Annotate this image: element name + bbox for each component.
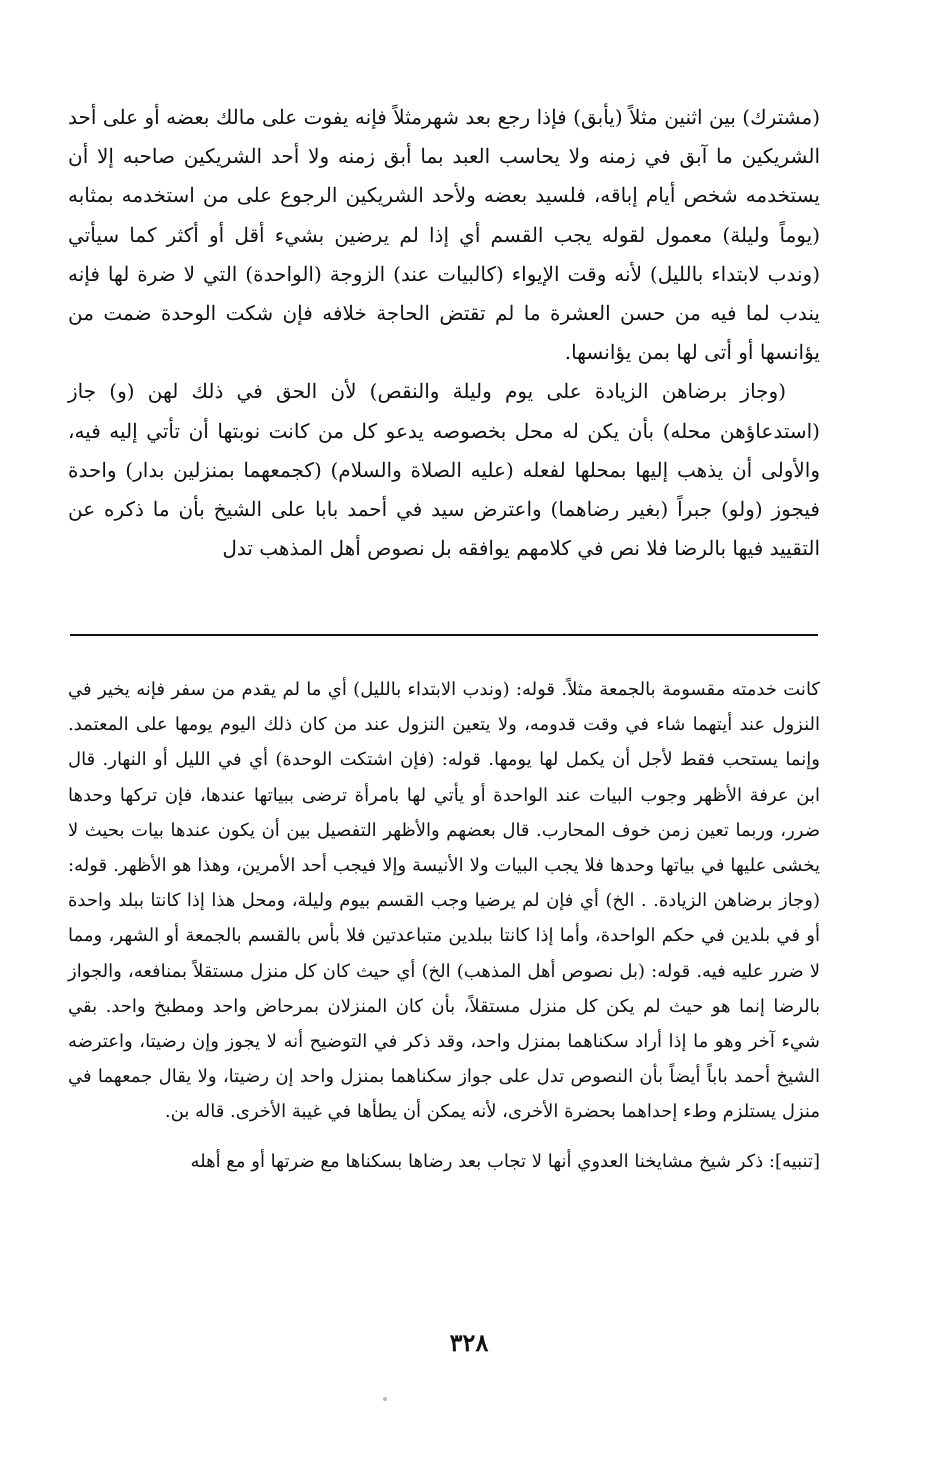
main-text: [68, 98, 820, 568]
footnote-paragraph-2: [تنبيه]: ذكر شيخ مشايخنا العدوي أنها لا تجاب بعد رضاها بسكناها مع ضرتها أو مع أهله: [190, 1150, 820, 1172]
main-paragraph-1: (مشترك) بين اثنين مثلاً (يأبق) فإذا رجع بعد شهرمثلاً فإنه يفوت على مالك بعضه أو على أحد الشريكين ما آبق في زمنه ولا يحاسب العبد بما أبق زمنه ولا أحد الشريكين صاحبه إلا أن يستخدمه شخص أيام إباقه، فلسيد بعضه ولأحد الشريكين الرجوع على من استخدمه بمثابه (يوماً وليلة) معمول لقوله يجب القسم أي إذا لم يرضين بشيء أقل أو أكثر كما سيأتي (وندب لابتداء بالليل) لأنه وقت الإيواء (كالبيات عند) الزوجة (الواحدة) التي لا ضرة لها فإنه يندب لما فيه من حسن العشرة ما لم تقتض الحاجة خلافه فإن شكت الوحدة ضمت من يؤانسها أو أتى لها بمن يؤانسها.: [68, 105, 820, 365]
page-number: ٣٢٨: [449, 1328, 489, 1357]
footnote-separator: [70, 634, 818, 636]
footnote-paragraph-1: كانت خدمته مقسومة بالجمعة مثلاً. قوله: (وندب الابتداء بالليل) أي ما لم يقدم من سفر فإنه يخير في النزول عند أيتهما شاء في وقت قدومه، ولا يتعين النزول عند من كان ذلك اليوم يومها على المعتمد. وإنما يستحب فقط لأجل أن يكمل لها يومها. قوله: (فإن اشتكت الوحدة) أي في الليل أو النهار. قال ابن عرفة الأظهر وجوب البيات عند الواحدة أو يأتي لها بامرأة ترضى ببياتها عندها، فإن تركها وحدها ضرر، وربما تعين زمن خوف المحارب. قال بعضهم والأظهر التفصيل بين أن يكون عندها بيات بحيث لا يخشى عليها في بياتها وحدها فلا يجب البيات ولا الأنيسة وإلا فيجب أحد الأمرين، وهذا هو الأظهر. قوله: (وجاز برضاهن الزيادة. . الخ) أي فإن لم يرضيا وجب القسم بيوم وليلة، ومحل هذا إذا كانتا ببلد واحدة أو في بلدين في حكم الواحدة، وأما إذا كانتا ببلدين متباعدتين فلا بأس بالقسم بالجمعة أو الشهر، ومما لا ضرر عليه فيه. قوله: (بل نصوص أهل المذهب) الخ) أي حيث كان كل منزل مستقلاً بمنافعه، والجواز بالرضا إنما هو حيث لم يكن كل منزل مستقلاً، بأن كان المنزلان بمرحاض واحد ومطبخ واحد. بقي شيء آخر وهو ما إذا أراد سكناهما بمنزل واحد، وقد ذكر في التوضيح أنه لا يجوز وإن رضيتا، واعترضه الشيخ أحمد باباً أيضاً بأن النصوص تدل على جواز سكناهما بمنزل واحد إن رضيتا، ولا يقال جمعهما في منزل يستلزم وطء إحداهما بحضرة الأخرى، لأنه يمكن أن يطأها في غيبة الأخرى. قاله بن.: [68, 679, 820, 1123]
main-paragraph-2: (وجاز برضاهن الزيادة على يوم وليلة والنقص) لأن الحق في ذلك لهن (و) جاز (استدعاؤهن محله) بأن يكن له محل بخصوصه يدعو كل من كانت نوبتها أن تأتي إليه فيه، والأولى أن يذهب إليها بمحلها لفعله (عليه الصلاة والسلام) (كجمعهما بمنزلين بدار) واحدة فيجوز (ولو) جبراً (بغير رضاهما) واعترض سيد في أحمد بابا على الشيخ بأن ما ذكره عن التقييد فيها بالرضا فلا نص في كلامهم يوافقه بل نصوص أهل المذهب تدل: [68, 379, 820, 561]
scan-speck: [383, 1397, 387, 1401]
footnotes: [68, 672, 820, 1179]
